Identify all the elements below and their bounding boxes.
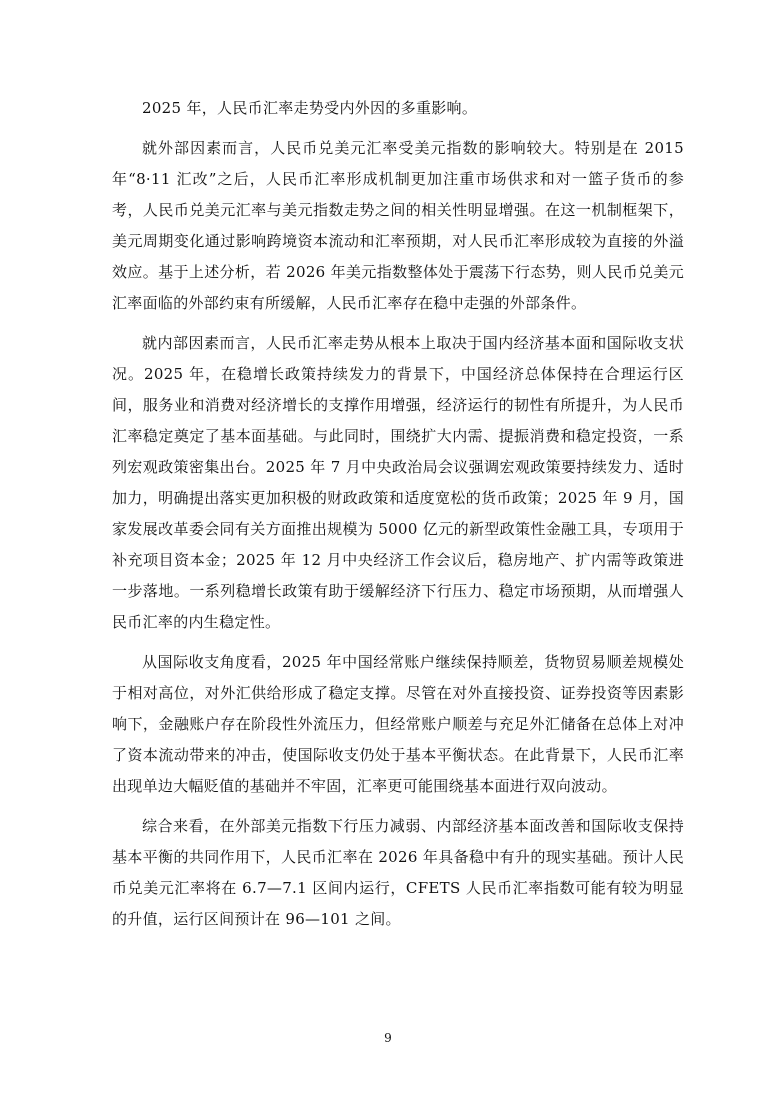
paragraph-external-factors: 就外部因素而言，人民币兑美元汇率受美元指数的影响较大。特别是在 2015 年“8·11 汇改”之后，人民币汇率形成机制更加注重市场供求和对一篮子货币的参考，人民币兑美元汇率与美元指数走势之间的相关性明显增强。在这一机制框架下，美元周期变化通过影响跨境资本流动和汇率预期，对人民币汇率形成较为直接的外溢效应。基于上述分析，若 2026 年美元指数整体处于震荡下行态势，则人民币兑美元汇率面临的外部约束有所缓解，人民币汇率存在稳中走强的外部条件。 [112, 139, 684, 312]
paragraph-internal-factors: 就内部因素而言，人民币汇率走势从根本上取决于国内经济基本面和国际收支状况。2025 年，在稳增长政策持续发力的背景下，中国经济总体保持在合理运行区间，服务业和消费对经济增长的支撑作用增强，经济运行的韧性有所提升，为人民币汇率稳定奠定了基本面基础。与此同时，围绕扩大内需、提振消费和稳定投资，一系列宏观政策密集出台。2025 年 7 月中央政治局会议强调宏观政策要持续发力、适时加力，明确提出落实更加积极的财政政策和适度宽松的货币政策；2025 年 9 月，国家发展改革委会同有关方面推出规模为 5000 亿元的新型政策性金融工具，专项用于补充项目资本金；2025 年 12 月中央经济工作会议后，稳房地产、扩内需等政策进一步落地。一系列稳增长政策有助于缓解经济下行压力、稳定市场预期，从而增强人民币汇率的内生稳定性。 [112, 334, 684, 631]
paragraph-intro: 2025 年，人民币汇率走势受内外因的多重影响。 [142, 99, 478, 117]
paragraph-balance-of-payments: 从国际收支角度看，2025 年中国经常账户继续保持顺差，货物贸易顺差规模处于相对高位，对外汇供给形成了稳定支撑。尽管在对外直接投资、证券投资等因素影响下，金融账户存在阶段性外流压力，但经常账户顺差与充足外汇储备在总体上对冲了资本流动带来的冲击，使国际收支仍处于基本平衡状态。在此背景下，人民币汇率出现单边大幅贬值的基础并不牢固，汇率更可能围绕基本面进行双向波动。 [112, 653, 684, 795]
page-number: 9 [384, 1031, 392, 1045]
paragraph-conclusion: 综合来看，在外部美元指数下行压力减弱、内部经济基本面改善和国际收支保持基本平衡的共同作用下，人民币汇率在 2026 年具备稳中有升的现实基础。预计人民币兑美元汇率将在 6.7—7.1 区间内运行，CFETS 人民币汇率指数可能有较为明显的升值，运行区间预计在 96—101 之间。 [112, 817, 684, 928]
document-body [112, 93, 684, 944]
